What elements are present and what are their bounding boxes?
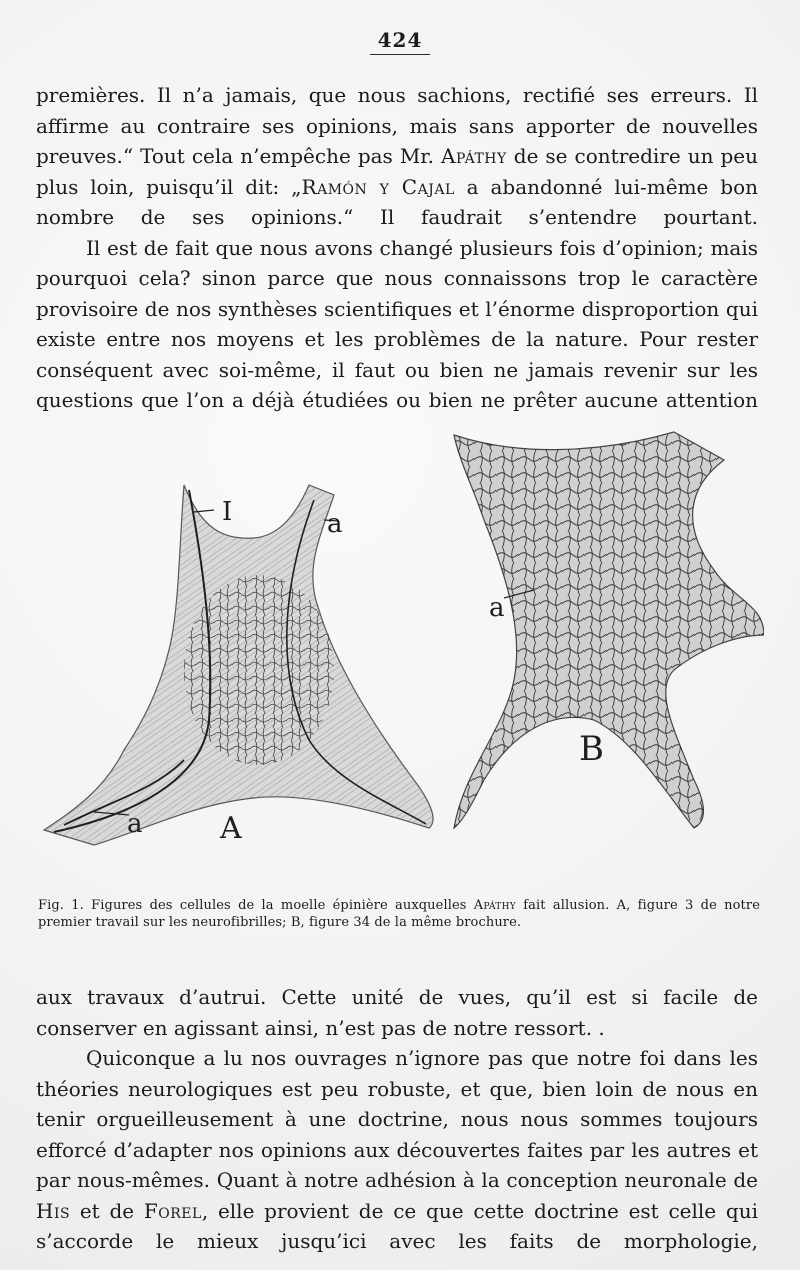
cell-a-fibril-label-lower: a (127, 809, 143, 839)
paragraph-continuation: aux travaux d’autrui. Cette unité de vues, qu’il est si facile de conserver en agissant ainsi, n’est pas de notre ressort. . (36, 985, 758, 1040)
paragraph-top-seg3: a abandonné lui-même bon nombre de ses opinions.“ Il faudrait s’entendre pourtant. (36, 174, 759, 229)
cell-b-fibril-label: a (489, 593, 505, 623)
cell-a-drawing (44, 485, 433, 845)
author-name-his: His (36, 1198, 71, 1223)
paragraph-top-seg1: premières. Il n’a jamais, que nous sachions, rectifié ses erreurs. Il affirme au contraire ses opinions, mais sans apporter de nouvelles preuves.“ Tout cela n’empêche pas Mr. (36, 83, 758, 168)
paragraph-last (36, 1043, 758, 1257)
paragraph-last-seg2: et de (70, 1198, 144, 1223)
figure-neuron-cells (34, 420, 764, 890)
caption-seg1: Fig. 1. Figures des cellules de la moelle épinière auxquelles (38, 898, 474, 913)
figure-label-b: B (579, 729, 604, 769)
cell-a-label-i: I (222, 497, 233, 527)
paragraph-top-seg2: de se contredire un peu plus loin, puisqu’il dit: „ (36, 144, 758, 199)
author-name-forel: Forel (143, 1198, 202, 1223)
paragraph-second: Il est de fait que nous avons changé plusieurs fois d’opinion; mais pourquoi cela? sinon parce que nous connaissons trop le caractère provisoire de nos synthèses scientifiques et l’énorme disproportion qui existe entre nos moyens et les problèmes de la nature. Pour rester conséquent avec soi-même, il faut ou bien ne jamais revenir sur les questions que l’on a déjà étudiées ou bien ne prêter aucune attention (36, 235, 758, 412)
author-name-ramon-y-cajal: Ramón y Cajal (301, 174, 455, 199)
author-name-apathy: Apáthy (441, 144, 507, 168)
paragraph-last-seg1: Quiconque a lu nos ouvrages n’ignore pas que notre foi dans les théories neurologiques est peu robuste, et que, bien loin de nous en tenir orgueilleusement à une doctrine, nous nous sommes toujours efforcé d’adapter nos opinions aux découvertes faites par les autres et par nous-mêmes. Quant à notre adhésion à la conception neuronale de (36, 1046, 758, 1192)
paragraph-last-seg3: , elle provient de ce que cette doctrine est celle qui s’accorde le mieux jusqu’ici avec les faits de morphologie, (36, 1198, 758, 1253)
figure-label-a: A (220, 811, 242, 846)
top-text-block (36, 80, 758, 416)
caption-author-apathy: Apáthy (473, 898, 516, 913)
cell-a-fibril-label: a (327, 509, 343, 539)
figure-caption (38, 897, 760, 931)
caption-seg2: fait allusion. A, figure 3 de notre premier travail sur les neurofibrilles; B, figure 34 de la même brochure. (38, 898, 760, 930)
bottom-text-block (36, 982, 758, 1257)
paragraph-top (36, 80, 758, 233)
page-number-text: 424 (370, 28, 431, 55)
cell-b-drawing (454, 432, 764, 828)
page-number (0, 28, 800, 55)
